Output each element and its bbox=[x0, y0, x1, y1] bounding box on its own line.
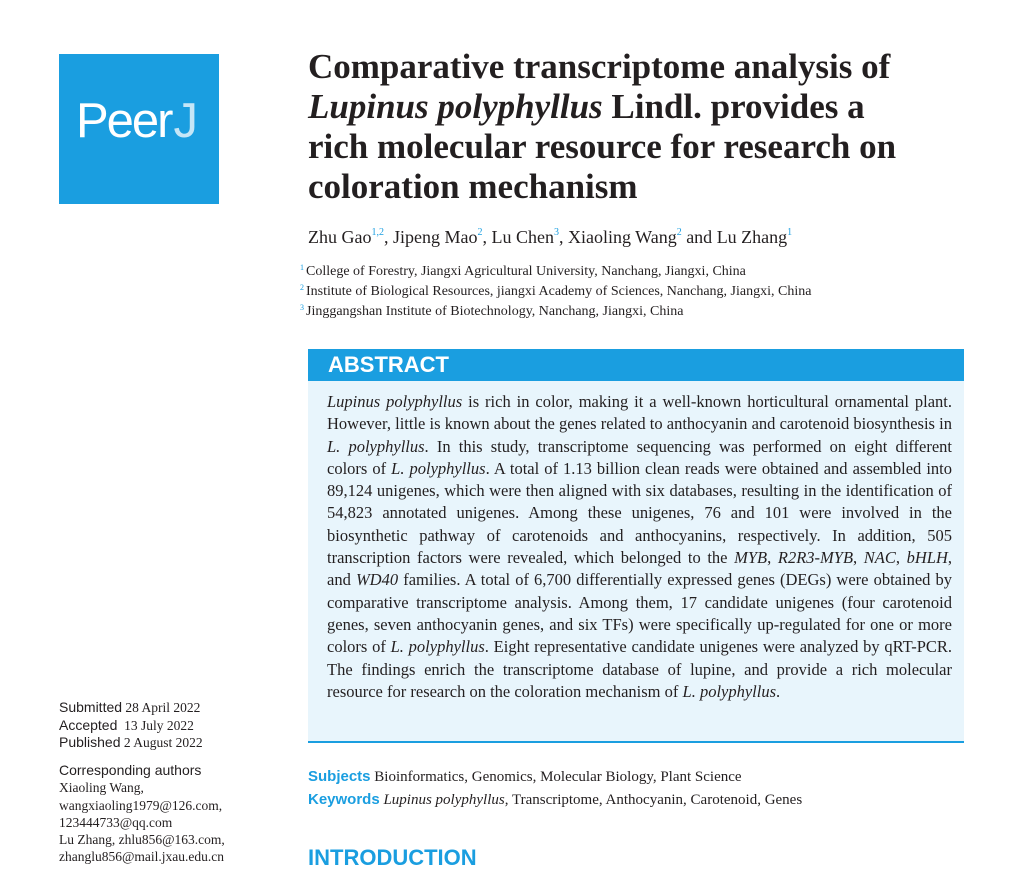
date-value: 2 August 2022 bbox=[123, 735, 203, 750]
affiliation-text: College of Forestry, Jiangxi Agricultural University, Nanchang, Jiangxi, China bbox=[306, 264, 746, 279]
corresponding-line: Xiaoling Wang, bbox=[59, 780, 144, 795]
abstract-italic-term: L. polyphyllus bbox=[327, 436, 425, 456]
abstract-body bbox=[308, 381, 964, 743]
abstract-italic-term: Lupinus polyphyllus bbox=[327, 392, 463, 411]
corresponding-email[interactable]: zhanglu856@mail.jxau.edu.cn bbox=[59, 849, 225, 864]
subjects-text[interactable]: Bioinformatics, Genomics, Molecular Biology, Plant Science bbox=[374, 769, 742, 785]
author-name[interactable]: Zhu Gao bbox=[308, 227, 372, 247]
affiliation-number: 1 bbox=[300, 263, 304, 272]
keywords-line bbox=[308, 791, 802, 809]
abstract-text: . bbox=[776, 681, 781, 701]
author-separator: and bbox=[681, 227, 717, 247]
author-name[interactable]: Xiaoling Wang bbox=[567, 227, 677, 247]
keywords-species: Lupinus polyphyllus bbox=[383, 792, 505, 808]
subjects-line bbox=[308, 768, 742, 786]
affiliation bbox=[300, 263, 746, 280]
title-line3: rich molecular resource for research on bbox=[308, 127, 897, 166]
keywords-label: Keywords bbox=[308, 791, 380, 808]
abstract-italic-term: L. polyphyllus bbox=[682, 681, 777, 701]
abstract-heading: ABSTRACT bbox=[308, 349, 964, 381]
corresponding-email[interactable]: 123444733@qq.com bbox=[59, 815, 173, 830]
abstract-text: , bbox=[895, 548, 907, 568]
abstract-text: . Eight representative candidate unigenes were analyzed by qRT-PCR. The findings enrich the transcriptome database of lupine, and provide a rich molecular resource for research on the coloration mechanism of bbox=[327, 637, 953, 701]
affiliation bbox=[300, 283, 811, 300]
author-affil-marker: 1 bbox=[787, 227, 793, 238]
abstract-text: . A total of 1.13 billion clean reads were obtained and assembled into 89,124 unigenes, which were then aligned with six databases, resulting in the identification of 54,823 annotated unigenes. Among these unigenes, 76 and 101 were involved in the biosynthetic pathway of carotenoids and anthocyanins, respectively. In addition, 505 transcription factors were revealed, which belonged to the bbox=[327, 458, 953, 568]
keywords-text: , Transcriptome, Anthocyanin, Carotenoid, Genes bbox=[504, 792, 803, 808]
author-affil-marker: 3 bbox=[553, 227, 559, 238]
corresponding-authors-title: Corresponding authors bbox=[59, 762, 202, 778]
date-label: Accepted bbox=[59, 717, 118, 733]
date-value: 13 July 2022 bbox=[124, 718, 194, 733]
author-separator: , bbox=[558, 227, 568, 247]
logo-main: Peer bbox=[76, 94, 172, 148]
author-separator: , bbox=[482, 227, 492, 247]
article-title bbox=[308, 47, 988, 207]
abstract-italic-term: bHLH bbox=[906, 548, 948, 568]
author-name[interactable]: Lu Zhang bbox=[716, 227, 788, 247]
affiliation-number: 2 bbox=[300, 283, 304, 292]
date-value: 28 April 2022 bbox=[125, 700, 201, 715]
author-name[interactable]: Lu Chen bbox=[491, 227, 554, 247]
author-list bbox=[308, 227, 792, 248]
submitted-date bbox=[59, 699, 200, 716]
title-line4: coloration mechanism bbox=[308, 167, 638, 206]
introduction-heading: INTRODUCTION bbox=[308, 845, 477, 870]
abstract-italic-term: L. polyphyllus bbox=[391, 458, 486, 478]
title-species: Lupinus polyphyllus bbox=[308, 87, 603, 126]
affiliation-text: Institute of Biological Resources, jiangxi Academy of Sciences, Nanchang, Jiangxi, China bbox=[306, 284, 812, 299]
abstract-italic-term: WD40 bbox=[355, 570, 399, 590]
date-label: Published bbox=[59, 734, 121, 750]
abstract-text: , bbox=[853, 548, 864, 568]
abstract-text: . In this study, transcriptome sequencing was performed on eight different colors of bbox=[327, 436, 952, 478]
title-line1: Comparative transcriptome analysis of bbox=[308, 47, 891, 86]
author-affil-marker: 2 bbox=[676, 227, 682, 238]
author-name[interactable]: Jipeng Mao bbox=[392, 227, 478, 247]
abstract-text: , and bbox=[327, 548, 953, 590]
logo-mark: J bbox=[173, 94, 197, 148]
abstract-text: families. A total of 6,700 differentially expressed genes (DEGs) were obtained by comparative transcriptome analysis. Among them, 17 candidate unigenes (four carotenoid genes, seven anthocyanin genes, and six TFs) were specifically up-regulated for one or more colors of bbox=[327, 570, 953, 657]
abstract-italic-term: L. polyphyllus bbox=[390, 637, 485, 657]
author-separator: , bbox=[383, 227, 393, 247]
affiliation-number: 3 bbox=[300, 303, 304, 312]
subjects-label: Subjects bbox=[308, 768, 371, 785]
abstract-text: , bbox=[767, 548, 778, 568]
peerj-logo bbox=[59, 54, 219, 204]
abstract-italic-term: MYB bbox=[734, 548, 768, 568]
accepted-date bbox=[59, 717, 194, 734]
title-line2: Lindl. provides a bbox=[602, 87, 865, 126]
author-affil-marker: 2 bbox=[477, 227, 483, 238]
abstract-text: is rich in color, making it a well-known horticultural ornamental plant. However, little is known about the genes related to anthocyanin and carotenoid biosynthesis in bbox=[327, 392, 952, 434]
author-affil-marker: 1,2 bbox=[371, 227, 384, 238]
abstract-italic-term: NAC bbox=[863, 548, 896, 568]
published-date bbox=[59, 734, 203, 751]
logo-text bbox=[76, 94, 197, 148]
affiliation-text: Jinggangshan Institute of Biotechnology, Nanchang, Jiangxi, China bbox=[306, 304, 684, 319]
abstract-italic-term: R2R3-MYB bbox=[777, 548, 854, 568]
corresponding-email[interactable]: wangxiaoling1979@126.com, bbox=[59, 798, 223, 813]
date-label: Submitted bbox=[59, 699, 123, 715]
corresponding-line[interactable]: Lu Zhang, zhlu856@163.com, bbox=[59, 832, 225, 847]
affiliation bbox=[300, 303, 683, 320]
